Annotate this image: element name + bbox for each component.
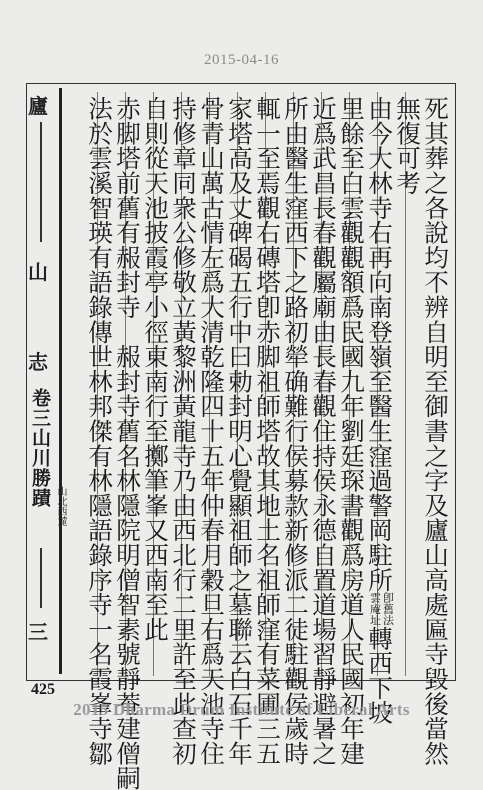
margin-rule-bottom [40, 548, 42, 608]
text-column-7: 輒一至焉觀右磚塔卽赤脚祖師塔故其地土名祖師窪有菜圃三五 [253, 96, 282, 766]
margin-glyph-mid: 山 [28, 260, 48, 284]
text-column-6: 所由醫生窪西下之路初犖确難行侯募款新修派二徒駐觀侯歲時 [281, 96, 310, 766]
inline-note-left: 雲庵址 [368, 592, 382, 626]
date-watermark: 2015-04-16 [204, 52, 279, 68]
inline-note [368, 592, 394, 626]
margin-rule-top [40, 122, 42, 242]
text-column-2: 無復可考 [393, 96, 422, 196]
margin-glyph-top: 廬 [28, 94, 48, 118]
text-column-5: 近爲武昌長春觀屬廟由長春觀住持侯永德自置道場習靜避暑之 [309, 96, 338, 766]
page-number: 425 [31, 681, 55, 698]
text-column-3-part-a: 由今大林寺右再向南登嶺至醫生窪過警岡駐所 [365, 96, 394, 592]
margin-glyph-mid2: 志 [28, 350, 48, 374]
text-column-9: 骨青山萬古情左爲大清乾隆四十五年仲春月穀旦右爲天池寺住 [197, 96, 226, 766]
text-column-10: 持修章同衆公修敬立黃黎洲黃龍寺乃由西北行二里許至此查初 [169, 96, 198, 766]
text-column-13: 法於雲溪智瑛有語錄傳世林邦傑有林隱語錄序寺一名霞峯寺鄒 [85, 96, 114, 766]
text-column-3-part-b: 轉西下坡 [365, 625, 394, 725]
institute-watermark: 2015 Dharma Drum Institute of Liberal Arts [73, 700, 410, 719]
inline-note-right: 卽舊法 [381, 592, 395, 626]
margin-glyph-bottom: 三 [28, 620, 48, 644]
text-column-4: 里餘至白雲觀觀額爲民國九年劉廷琛書觀爲房道人民國初年建 [337, 96, 366, 766]
text-column-11: 自則從天池披霞亭小徑東南行至擲筆峯又西南至此 [141, 96, 170, 642]
text-column-1: 死其葬之各說均不辨自明至御書之字及廬山高處匾寺毀後當然 [421, 96, 450, 766]
margin-subtitle: 山北西麓 [55, 486, 66, 526]
text-column-8: 家塔高及丈碑碣五行中曰勅封明心覺顯祖師之墓聯云白石千年 [225, 96, 254, 766]
text-column-12: 赤脚塔前舊有赧封寺 赧封寺舊名林隱院明僧智素號靜菴建僧嗣 [113, 96, 142, 790]
margin-band [26, 88, 66, 674]
text-column-3 [364, 96, 395, 725]
margin-title: 卷三山川勝蹟 [29, 388, 51, 508]
